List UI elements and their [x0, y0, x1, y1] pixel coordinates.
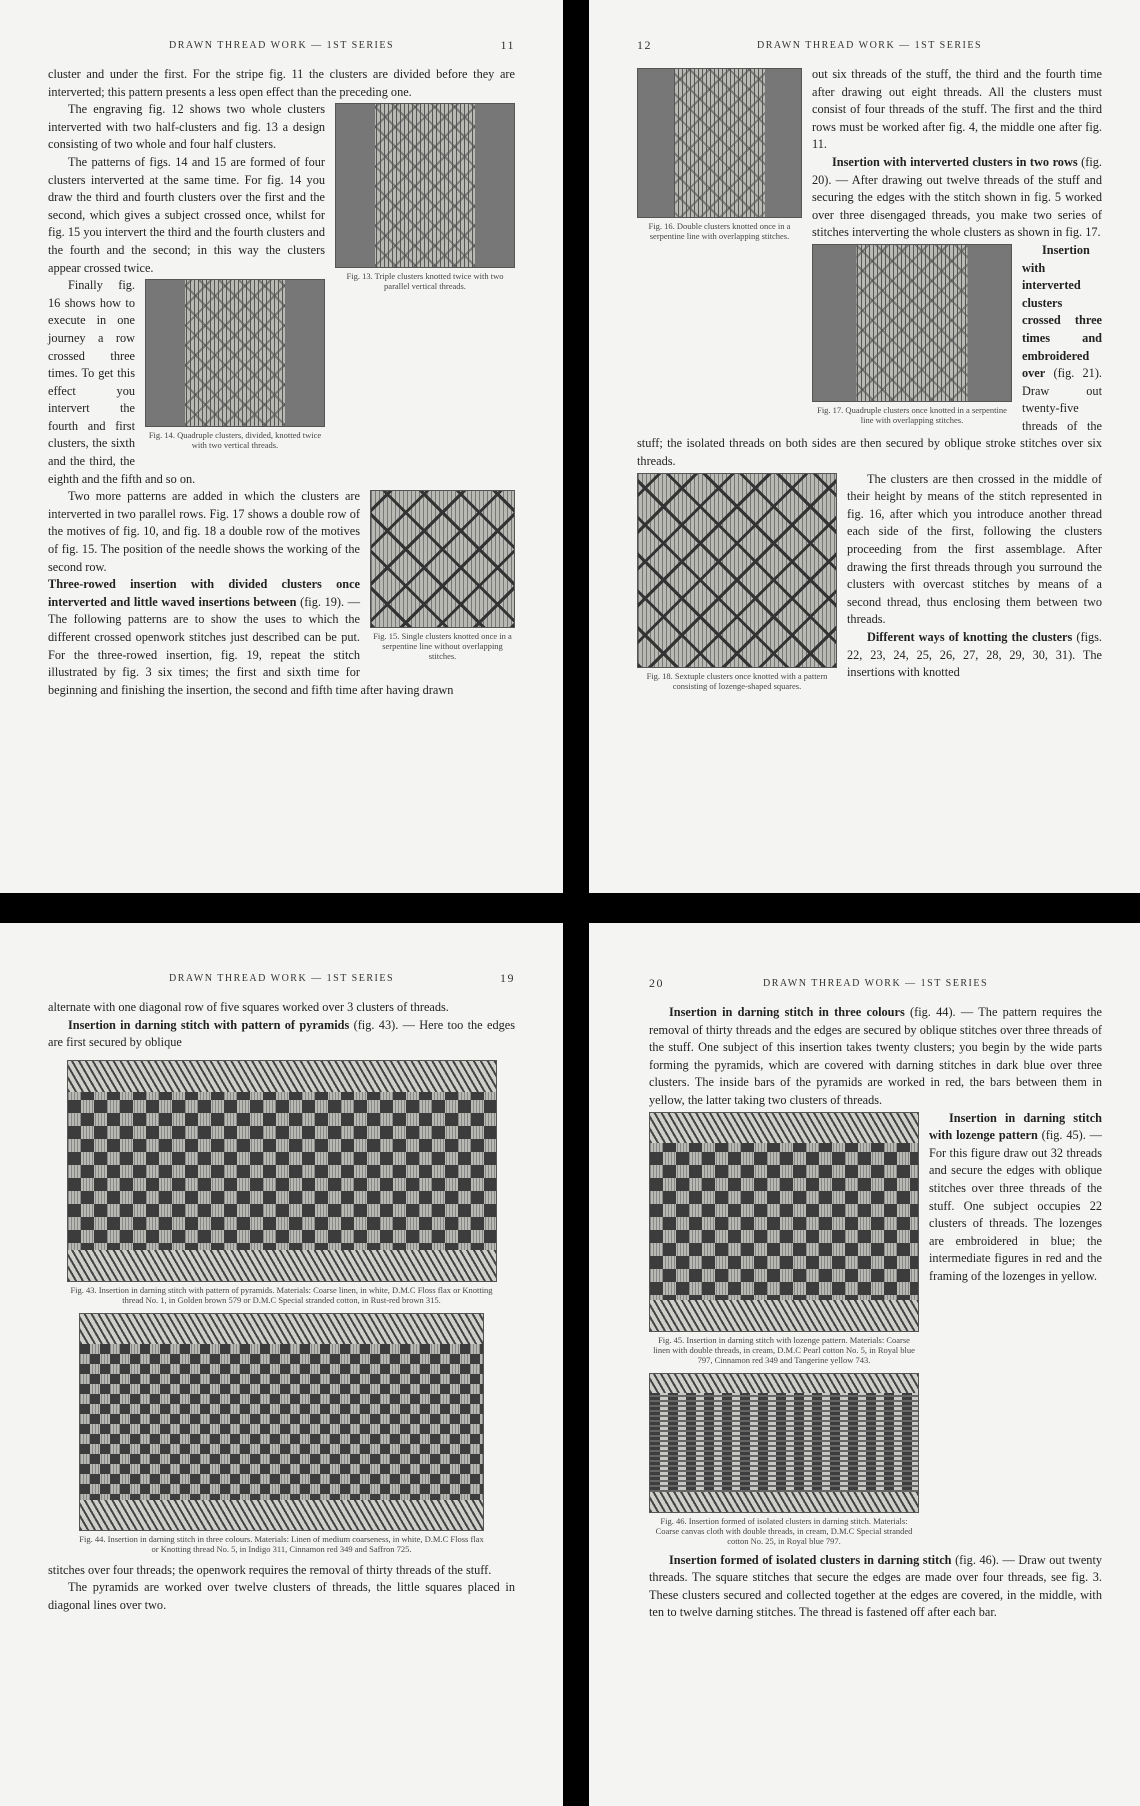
section-heading: Insertion in darning stitch in three colours: [669, 1005, 905, 1019]
page-number: 19: [500, 971, 515, 985]
section-heading: Insertion formed of isolated clusters in darning stitch: [669, 1552, 952, 1567]
running-head-text: DRAWN THREAD WORK — 1ST SERIES: [168, 973, 395, 984]
paragraph: The clusters are then crossed in the middle of their height by means of the stitch represented in fig. 16, after which you introduce another thread each side of the first, following the clusters proceeding from the first assemblage. After drawing the first threads through you surround the clusters with overcast stitches by means of a second thread, thus enclosing them between two threads.: [847, 471, 1102, 627]
figure-14: [145, 279, 325, 450]
figure-image: [145, 279, 325, 427]
figure-17: [812, 244, 1012, 425]
figure-image: [649, 1373, 919, 1513]
section-heading: Different ways of knotting the clusters: [867, 630, 1073, 644]
section-heading: Insertion with interverted clusters in two rows: [832, 154, 1078, 169]
figure-image: [812, 244, 1012, 402]
figure-image: [370, 490, 515, 628]
section-ref: (fig. 43). —: [353, 1017, 415, 1032]
figure-caption: Fig. 44. Insertion in darning stitch in three colours. Materials: Linen of medium coarseness, in white, D.M.C Floss flax or Knotting thread No. 5, in Indigo 311, Cinnamon red 349 and Saffron 725.: [79, 1533, 484, 1554]
figure-18: [637, 473, 837, 691]
page-20: [589, 923, 1140, 1806]
page-body: [649, 1004, 1102, 1622]
running-head: [649, 978, 1102, 992]
paragraph: Two more patterns are added in which the clusters are interverted in two parallel rows. Fig. 17 shows a double row of the motives of fig. 10, and fig. 18 a double row of the motives of fig. 15. The position of the needle shows the working of the second row.: [48, 489, 360, 574]
figure-edge: [80, 1314, 483, 1344]
section-heading: Insertion in darning stitch with pattern of pyramids: [68, 1017, 350, 1032]
figure-edge: [80, 1500, 483, 1530]
page-19: [0, 923, 563, 1806]
figure-edge: [650, 1374, 918, 1393]
running-head-text: DRAWN THREAD WORK — 1ST SERIES: [168, 40, 395, 51]
section-text: The pattern requires the removal of thirty threads and the edges are secured by oblique stitches over three threads of the stuff. One subject of this insertion takes twenty clusters; you begin by the wide parts forming the pyramids, which are covered with darning stitches in dark blue over three clusters. The inside bars of the pyramids are worked in red, the bars between them in yellow, the latter taking two clusters of threads.: [649, 1005, 1103, 1107]
page-12: [589, 0, 1140, 893]
page-number: 11: [500, 38, 515, 52]
figure-44: [79, 1313, 484, 1554]
running-head: [48, 973, 515, 987]
figure-edge: [650, 1113, 918, 1144]
section-ref: (figs. 22, 23, 24, 25, 26, 27, 28, 29, 30, 31).: [847, 630, 1103, 662]
figure-13: [335, 103, 515, 291]
figure-edge: [650, 1300, 918, 1331]
section-paragraph: [649, 1004, 1102, 1110]
figure-image: [335, 103, 515, 268]
running-head-text: DRAWN THREAD WORK — 1ST SERIES: [762, 978, 989, 989]
section-ref: (fig. 21).: [1053, 366, 1103, 381]
section-paragraph: [48, 1017, 515, 1052]
figure-image: [649, 1112, 919, 1332]
section-heading: Insertion in darning stitch with lozenge pattern: [929, 1110, 1102, 1143]
section-text: The following patterns are to show the uses to which the different crossed openwork stitches just described can be put. For the three-rowed insertion, fig. 19, repeat the stitch illustrated by fig. 3 six times; the first and sixth time for beginning and finishing the insertion, the second and fifth time after having drawn: [48, 612, 454, 697]
section-text: The insertions with knotted: [847, 647, 1102, 680]
paragraph: alternate with one diagonal row of five squares worked over 3 clusters of threads.: [48, 1000, 449, 1014]
section-ref: (fig. 45). —: [1041, 1128, 1102, 1143]
page-body: [637, 66, 1103, 691]
figure-caption: Fig. 46. Insertion formed of isolated clusters in darning stitch. Materials: Coarse canvas cloth with double threads, in cream, D.M.C Special stranded cotton No. 25, in Royal blue 797.: [655, 1515, 913, 1546]
page-number: 12: [637, 38, 652, 52]
section-heading: Three-rowed insertion with divided clusters once interverted and little waved insertions between: [48, 577, 360, 609]
figure-caption: Fig. 45. Insertion in darning stitch with lozenge pattern. Materials: Coarse linen with double threads, in cream, D.M.C Pearl cotton No. 5, in Royal blue 797, Cinnamon red 349 and Tangerine yellow 743.: [653, 1334, 915, 1365]
figure-image: [637, 68, 802, 218]
paragraph: The pyramids are worked over twelve clusters of threads, the little squares placed in diagonal lines over two.: [48, 1580, 515, 1612]
running-head: [48, 40, 515, 54]
paragraph: The patterns of figs. 14 and 15 are formed of four clusters interverted at the same time. For fig. 14 you draw the third and fourth clusters over the first and the second, which gives a subject crossed once, whilst for fig. 15 you intervert the third and the fourth clusters and the fourth and the second; in this way the clusters appear crossed twice.: [48, 154, 325, 275]
page-11: [0, 0, 563, 893]
figure-edge: [68, 1250, 496, 1281]
figure-46: [649, 1373, 919, 1546]
figure-image: [67, 1060, 497, 1282]
figure-image: [637, 473, 837, 668]
figure-caption: Fig. 14. Quadruple clusters, divided, knotted twice with two vertical threads.: [148, 430, 322, 451]
figure-edge: [650, 1492, 918, 1511]
figure-caption: Fig. 43. Insertion in darning stitch with pattern of pyramids. Materials: Coarse linen, in white, D.M.C Floss flax or Knotting thread No. 1, in Golden brown 579 or D.M.C Special stranded cotton, in Rust-red brown 315.: [70, 1284, 493, 1305]
page-body: [48, 66, 515, 699]
page-body: [48, 999, 515, 1615]
paragraph: Finally fig. 16 shows how to execute in one journey a row crossed three times. To get this effect you intervert the fourth and first clusters, the sixth and the third, the eighth and the fifth and so on.: [48, 278, 196, 486]
section-text: Draw out twenty threads. The square stitches that secure the edges are made over four threads, see fig. 3. These clusters secured and collected together at the edges are covered, in the middle, with ten to twelve darning stitches. The thread is fastened off after each bar.: [649, 1552, 1103, 1620]
section-heading: Insertion with interverted clusters crossed three times and embroidered over: [1022, 242, 1102, 381]
figure-caption: Fig. 13. Triple clusters knotted twice with two parallel vertical threads.: [346, 271, 504, 292]
section-text: Here too the edges are first secured by oblique: [48, 1017, 515, 1050]
figure-15: [370, 490, 515, 661]
paragraph: out six threads of the stuff, the third and the fourth time after drawing out eight threads. All the clusters must consist of four threads of the stuff. The first and the third rows must be worked after fig. 4, the middle one after fig. 11.: [812, 67, 1102, 152]
figure-caption: Fig. 16. Double clusters knotted once in a serpentine line with overlapping stitches.: [648, 221, 791, 241]
section-ref: (fig. 44). —: [910, 1005, 974, 1019]
running-head: [637, 40, 1102, 54]
paragraph: cluster and under the first. For the stripe fig. 11 the clusters are divided before they are interverted; this pattern presents a less open effect than the preceding one.: [48, 67, 515, 99]
figure-16: [637, 68, 802, 241]
paragraph: The engraving fig. 12 shows two whole clusters interverted with two half-clusters and fig. 13 a design consisting of two whole and four half clusters.: [48, 102, 325, 152]
section-ref: (fig. 20). —: [812, 154, 1103, 187]
figure-edge: [68, 1061, 496, 1092]
section-ref: (fig. 19). —: [300, 594, 361, 609]
section-text: Draw out twenty-five threads of the stuff; the isolated threads on both sides are then secured by oblique stroke stitches over six threads.: [637, 383, 1102, 469]
figure-caption: Fig. 17. Quadruple clusters once knotted in a serpentine line with overlapping stitches.: [817, 404, 1007, 425]
figure-image: [79, 1313, 484, 1531]
figure-43: [67, 1060, 497, 1305]
section-text: After drawing out twelve threads of the stuff and securing the edges with the stitch shown in fig. 5 worked over three disengaged threads, you make two series of stitches interverting the whole clusters as shown in fig. 17.: [812, 172, 1102, 240]
figure-caption: Fig. 18. Sextuple clusters once knotted with a pattern consisting of lozenge-shaped squares.: [646, 670, 828, 691]
page-number: 20: [649, 976, 664, 990]
paragraph: stitches over four threads; the openwork requires the removal of thirty threads of the stuff.: [48, 1562, 492, 1577]
figure-caption: Fig. 15. Single clusters knotted once in a serpentine line without overlapping stitches.: [373, 631, 512, 662]
running-head-text: DRAWN THREAD WORK — 1ST SERIES: [756, 40, 983, 51]
section-ref: (fig. 46). —: [955, 1552, 1015, 1567]
section-text: For this figure draw out 32 threads and secure the edges with oblique stitches over three threads of the stuff. One subject occupies 22 clusters of threads. The lozenges are embroidered in blue; the intermediate figures in red and the framing of the lozenges in yellow.: [929, 1145, 1102, 1283]
figure-45: [649, 1112, 919, 1365]
section-paragraph: [649, 1552, 1102, 1622]
